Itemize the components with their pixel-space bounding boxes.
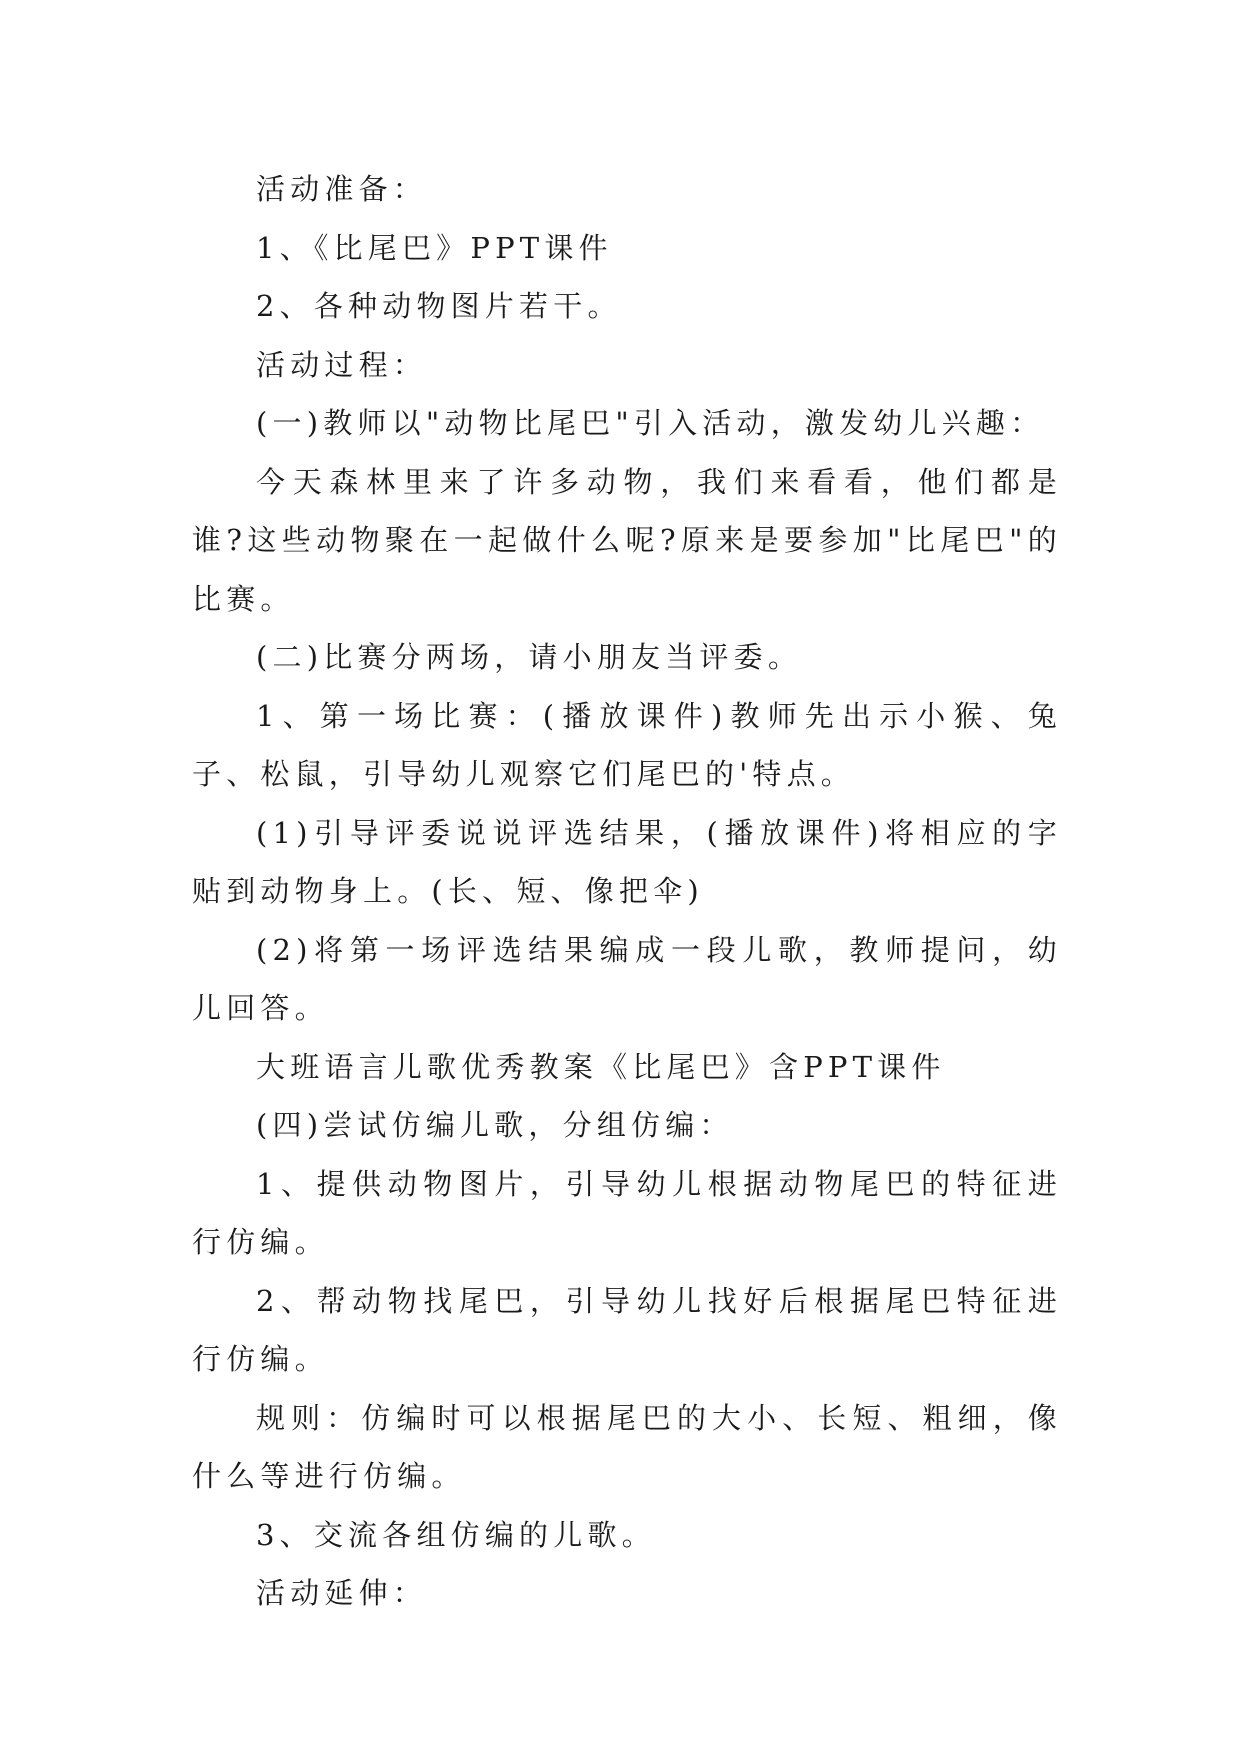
list-item: 3、交流各组仿编的儿歌。 <box>256 1517 656 1552</box>
section-one: (一)教师以"动物比尾巴"引入活动，激发幼儿兴趣： <box>256 406 1045 440</box>
list-item: 2、各种动物图片若干。 <box>256 289 622 323</box>
heading-extension: 活动延伸： <box>256 1576 428 1610</box>
section-four: (四)尝试仿编儿歌，分组仿编： <box>256 1108 734 1142</box>
section-two: (二)比赛分两场，请小朋友当评委。 <box>256 640 803 674</box>
list-item: (2)将第一场评选结果编成一段儿歌，教师提问，幼儿回答。 <box>192 932 1062 1025</box>
document-title-line: 大班语言儿歌优秀教案《比尾巴》含PPT课件 <box>256 1049 946 1084</box>
list-item: 2、帮动物找尾巴，引导幼儿找好后根据尾巴特征进行仿编。 <box>192 1283 1062 1376</box>
list-item: 1、《比尾巴》PPT课件 <box>256 230 613 265</box>
list-item: 1、第一场比赛：(播放课件)教师先出示小猴、兔子、松鼠，引导幼儿观察它们尾巴的'特点。 <box>192 698 1062 791</box>
document-body <box>192 160 1062 1623</box>
list-item: 1、提供动物图片，引导幼儿根据动物尾巴的特征进行仿编。 <box>192 1166 1062 1259</box>
rules-paragraph: 规则：仿编时可以根据尾巴的大小、长短、粗细，像什么等进行仿编。 <box>192 1400 1062 1493</box>
heading-process: 活动过程： <box>256 347 428 382</box>
list-item: (1)引导评委说说评选结果，(播放课件)将相应的字贴到动物身上。(长、短、像把伞) <box>192 815 1062 908</box>
paragraph: 今天森林里来了许多动物，我们来看看，他们都是谁?这些动物聚在一起做什么呢?原来是要参加"比尾巴"的比赛。 <box>192 464 1062 616</box>
heading-preparation: 活动准备： <box>256 172 428 206</box>
